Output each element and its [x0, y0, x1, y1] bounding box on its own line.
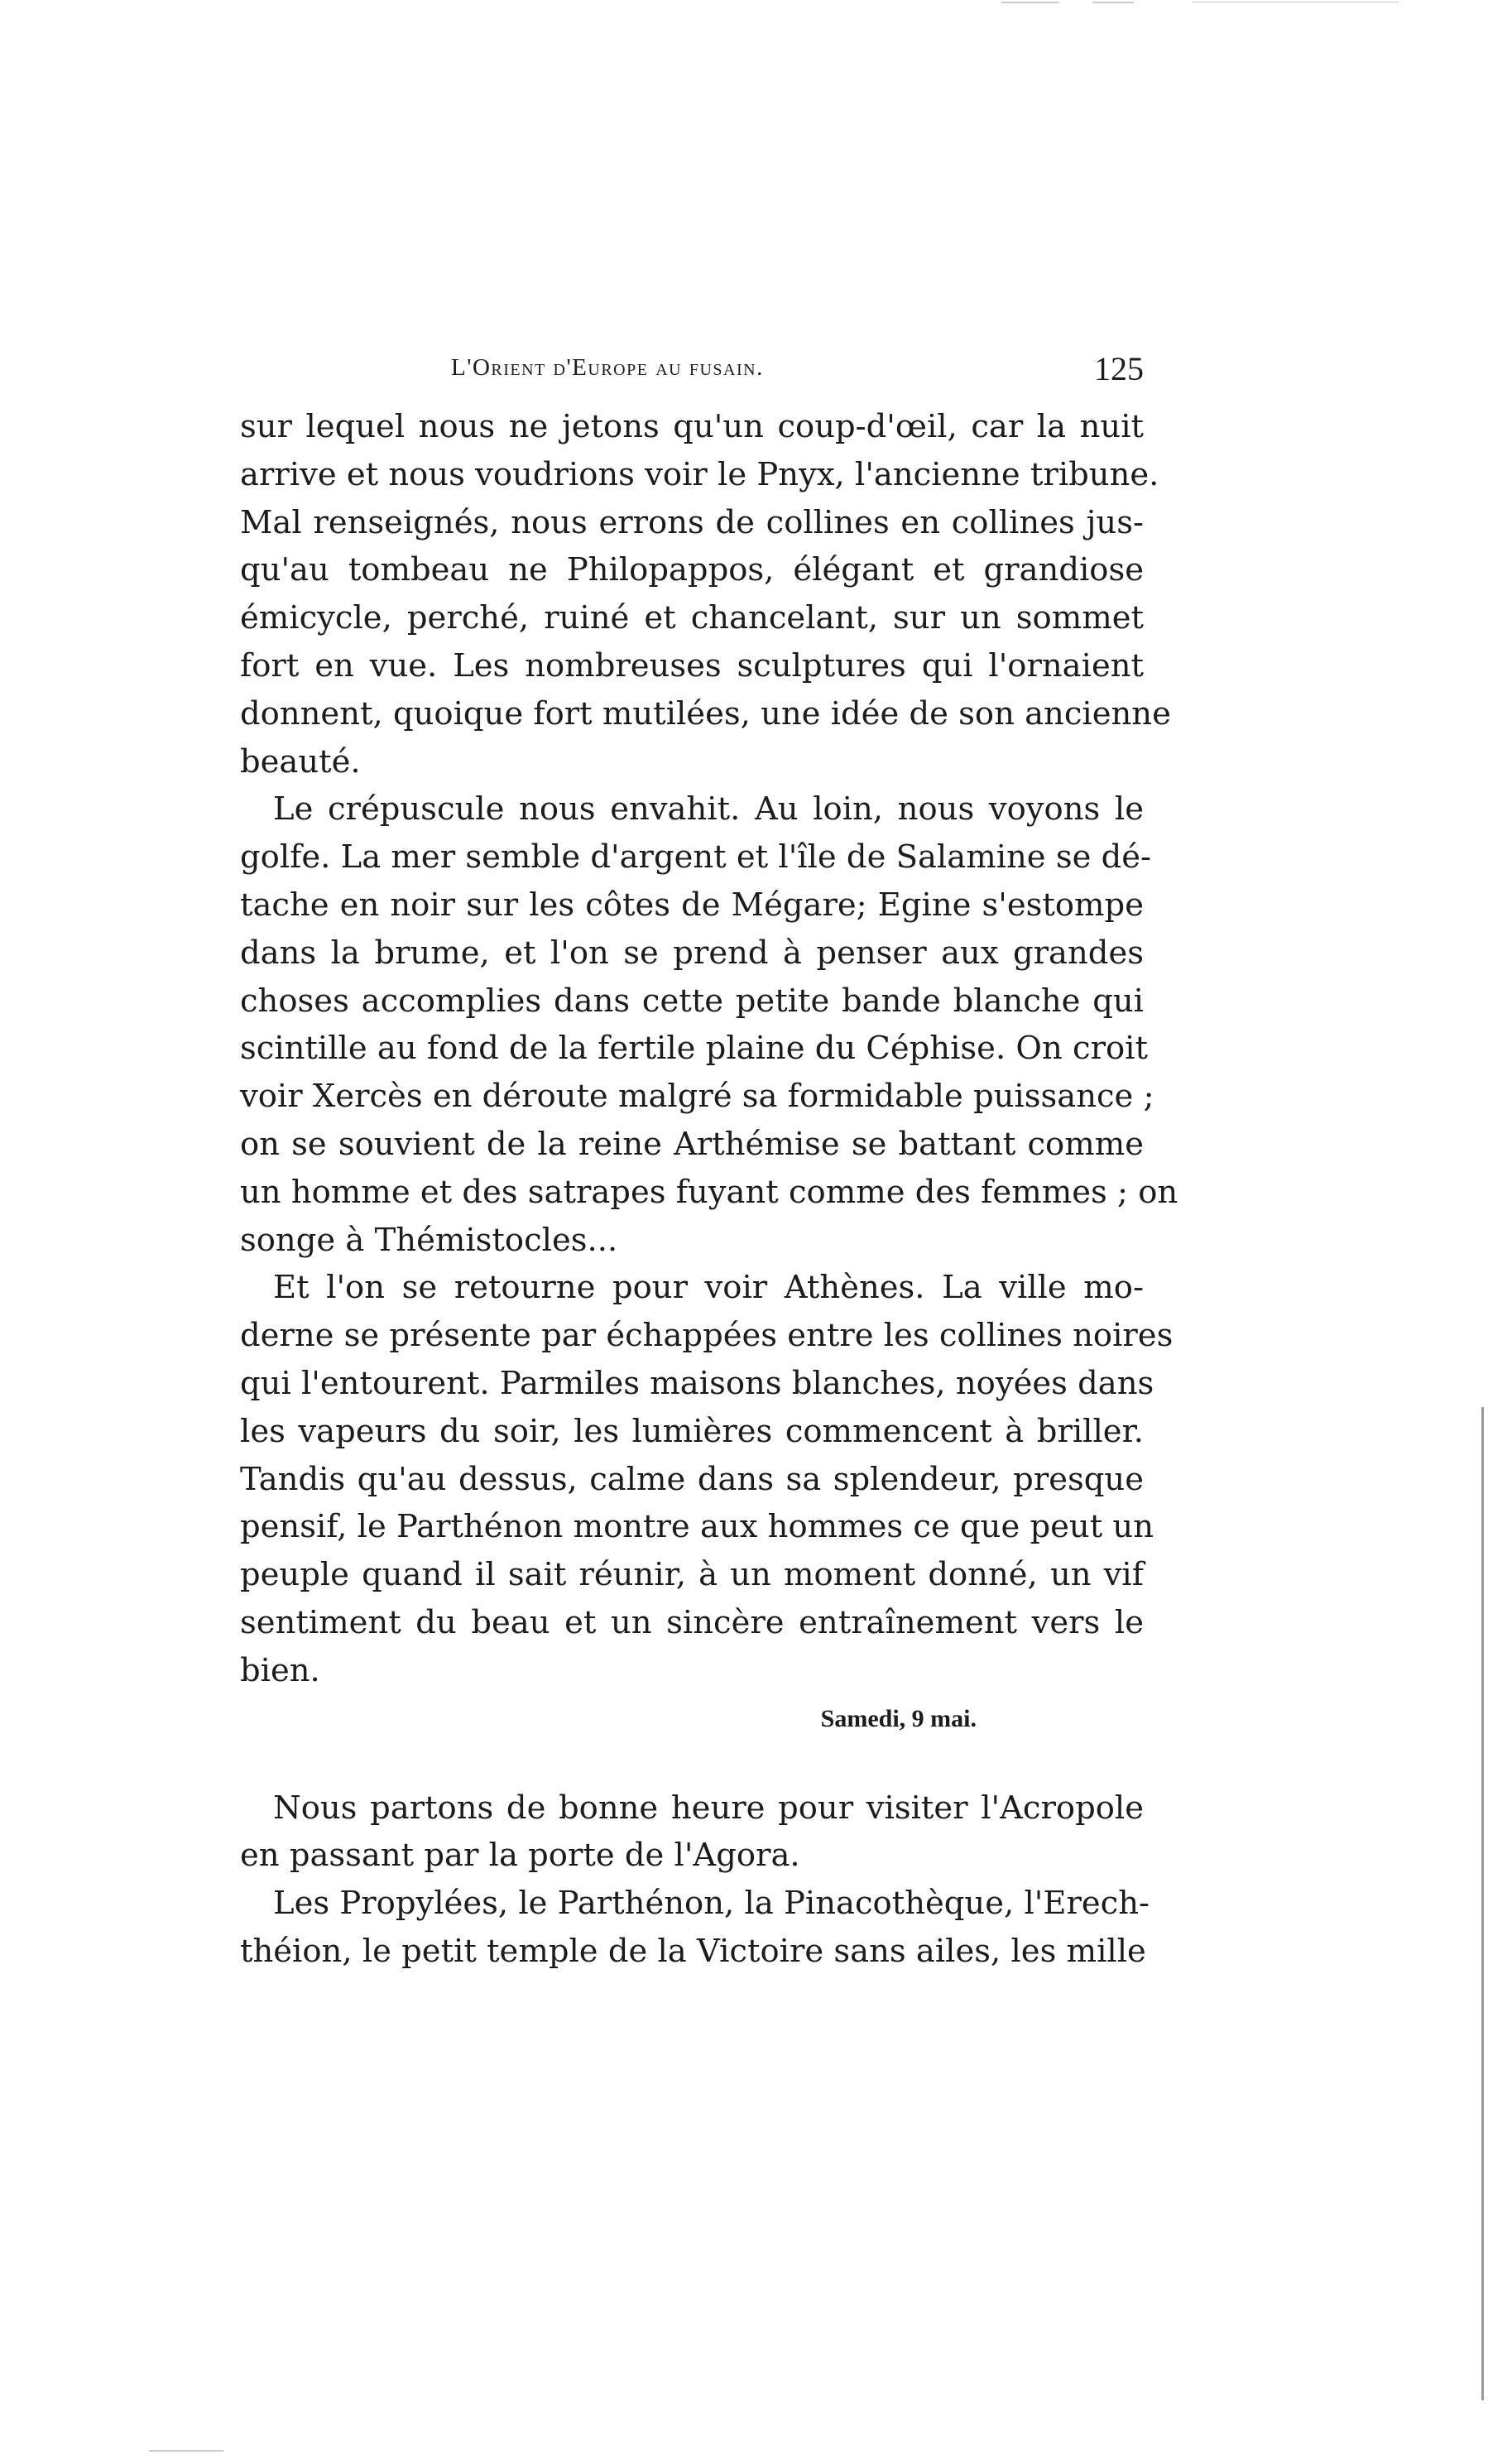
- scan-edge-mark: [1092, 2, 1134, 3]
- page-number: 125: [1094, 350, 1144, 387]
- text-line: songe à Thémistocles...: [240, 1221, 618, 1259]
- text-line: Les Propylées, le Parthénon, la Pinacothèque, l'Erech-: [273, 1885, 1150, 1923]
- paragraph-2: [240, 785, 1178, 1264]
- text-line: voir Xercès en déroute malgré sa formidable puissance ;: [240, 1078, 1154, 1116]
- paragraph-5: [240, 1880, 1150, 1976]
- text-line: bien.: [240, 1651, 320, 1689]
- dateline: Samedi, 9 mai.: [820, 1704, 977, 1732]
- text-line: pensif, le Parthénon montre aux hommes ce que peut un: [240, 1508, 1154, 1546]
- page-header: [240, 350, 1144, 387]
- text-line: Tandis qu'au dessus, calme dans sa splendeur, presque: [240, 1460, 1144, 1498]
- text-line: donnent, quoique fort mutilées, une idée de son ancienne: [240, 694, 1171, 732]
- text-line: scintille au fond de la fertile plaine du Céphise. On croit: [240, 1030, 1148, 1068]
- text-line: on se souvient de la reine Arthémise se battant comme: [240, 1125, 1144, 1163]
- text-line: sur lequel nous ne jetons qu'un coup-d'œil, car la nuit: [240, 408, 1144, 445]
- text-line: dans la brume, et l'on se prend à penser aux grandes: [240, 934, 1144, 972]
- text-line: beauté.: [240, 742, 361, 781]
- text-line: golfe. La mer semble d'argent et l'île de Salamine se dé-: [240, 838, 1152, 877]
- section-gap: [240, 1743, 1144, 1784]
- text-line: théion, le petit temple de la Victoire sans ailes, les mille: [240, 1932, 1146, 1970]
- text-line: Nous partons de bonne heure pour visiter l'Acropole: [273, 1789, 1144, 1827]
- text-line: qu'au tombeau ne Philopappos, élégant et grandiose: [240, 551, 1144, 589]
- text-line: peuple quand il sait réunir, à un moment donné, un vif: [240, 1556, 1144, 1594]
- text-line: derne se présente par échappées entre les collines noires: [240, 1317, 1174, 1355]
- text-line: choses accomplies dans cette petite bande blanche qui: [240, 982, 1144, 1020]
- text-line: sentiment du beau et un sincère entraînement vers le: [240, 1603, 1144, 1641]
- text-line: émicycle, perché, ruiné et chancelant, sur un sommet: [240, 599, 1144, 637]
- text-line: Le crépuscule nous envahit. Au loin, nous voyons le: [273, 790, 1144, 829]
- text-line: les vapeurs du soir, les lumières commencent à briller.: [240, 1412, 1144, 1450]
- text-line: tache en noir sur les côtes de Mégare; Egine s'estompe: [240, 886, 1144, 924]
- paragraph-1: [240, 403, 1171, 785]
- paragraph-3: [240, 1264, 1174, 1694]
- body-text: [240, 403, 1178, 1976]
- scan-edge-mark: [1001, 2, 1059, 3]
- text-line: Mal renseignés, nous errons de collines en collines jus-: [240, 503, 1144, 541]
- text-line: fort en vue. Les nombreuses sculptures qui l'ornaient: [240, 646, 1144, 684]
- scan-edge-mark: [1481, 1407, 1484, 2400]
- scan-edge-mark: [149, 2450, 223, 2452]
- running-title: L'Orient d'Europe au fusain.: [451, 354, 764, 381]
- text-line: Et l'on se retourne pour voir Athènes. La ville mo-: [273, 1269, 1144, 1307]
- text-line: un homme et des satrapes fuyant comme des femmes ; on: [240, 1173, 1178, 1211]
- paragraph-4: [240, 1784, 1144, 1880]
- text-line: arrive et nous voudrions voir le Pnyx, l'ancienne tribune.: [240, 455, 1159, 493]
- text-line: qui l'entourent. Parmiles maisons blanches, noyées dans: [240, 1364, 1154, 1402]
- text-line: en passant par la porte de l'Agora.: [240, 1837, 800, 1875]
